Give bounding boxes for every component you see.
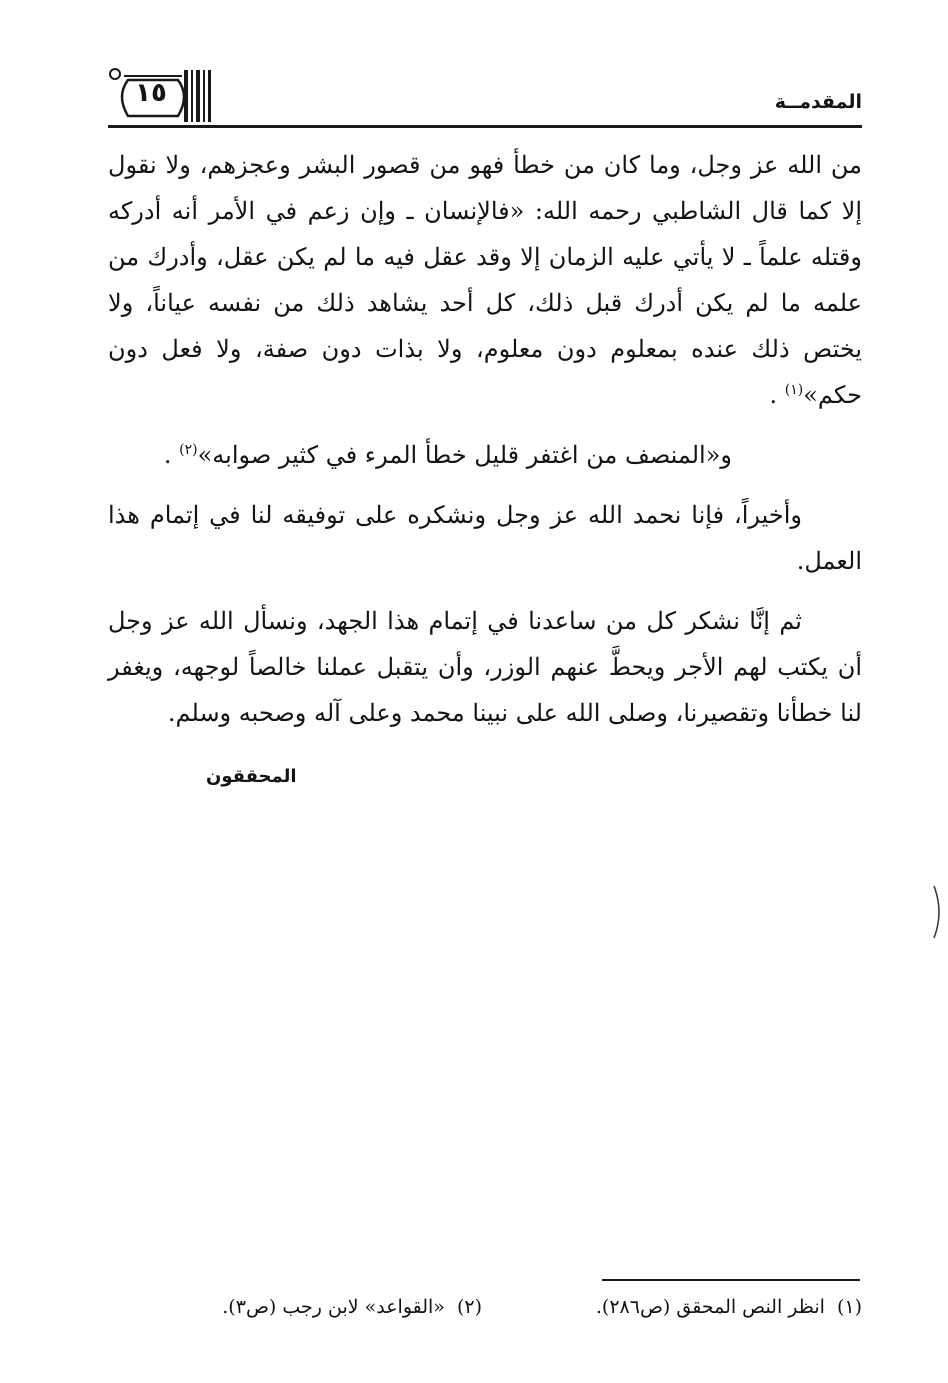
paragraph-acknowledgments <box>108 598 862 736</box>
paragraph-quote-munsif <box>108 432 862 478</box>
paragraph-quote-shatibi <box>108 142 862 418</box>
footnote-number: (١) <box>836 1296 862 1318</box>
footnote-ref-1: (١) <box>784 382 804 398</box>
page-header <box>108 60 862 128</box>
footnote-text: «القواعد» لابن رجب (ص٣). <box>222 1296 445 1318</box>
footnote-text: انظر النص المحقق (ص٢٨٦). <box>595 1296 825 1318</box>
footnote-1 <box>596 1290 862 1324</box>
paragraph-closing-praise <box>108 492 862 584</box>
paragraph-text: وأخيراً، فإنا نحمد الله عز وجل ونشكره على توفيقه لنا في إتمام هذا العمل. <box>108 501 862 575</box>
page-number: ١٥ <box>135 78 167 108</box>
body-text <box>108 142 862 750</box>
header-rule <box>108 125 862 128</box>
footnote-ref-2: (٢) <box>179 442 198 458</box>
footnote-2 <box>222 1290 482 1324</box>
paragraph-end: . <box>769 381 785 409</box>
footnotes <box>150 1290 862 1326</box>
paragraph-end: . <box>163 441 180 469</box>
signature: المحققون <box>206 766 297 787</box>
footnote-rule <box>602 1279 860 1281</box>
margin-bracket-icon <box>928 884 948 940</box>
paragraph-text: ثم إنَّا نشكر كل من ساعدنا في إتمام هذا الجهد، ونسأل الله عز وجل أن يكتب لهم الأجر ويحطَّ عنهم الوزر، وأن يتقبل عملنا خالصاً لوجهه، ويغفر لنا خطأنا وتقصيرنا، وصلى الله على نبينا محمد وعلى آله وصحبه وسلم. <box>108 607 862 727</box>
running-head: المقدمــة <box>774 91 862 113</box>
paragraph-text: من الله عز وجل، وما كان من خطأ فهو من قصور البشر وعجزهم، ولا نقول إلا كما قال الشاطبي رحمه الله: «فالإنسان ـ وإن زعم في الأمر أنه أدركه وقتله علماً ـ لا يأتي عليه الزمان إلا وقد عقل فيه ما لم يكن عقل، وأدرك من علمه ما لم يكن أدرك قبل ذلك، كل أحد يشاهد ذلك من نفسه عياناً، ولا يختص ذلك عنده بمعلوم دون معلوم، ولا بذات دون صفة، ولا فعل دون حكم» <box>108 151 862 409</box>
paragraph-text: و«المنصف من اغتفر قليل خطأ المرء في كثير صوابه» <box>197 441 732 469</box>
page-number-ornament <box>108 66 214 124</box>
footnote-number: (٢) <box>456 1296 482 1318</box>
